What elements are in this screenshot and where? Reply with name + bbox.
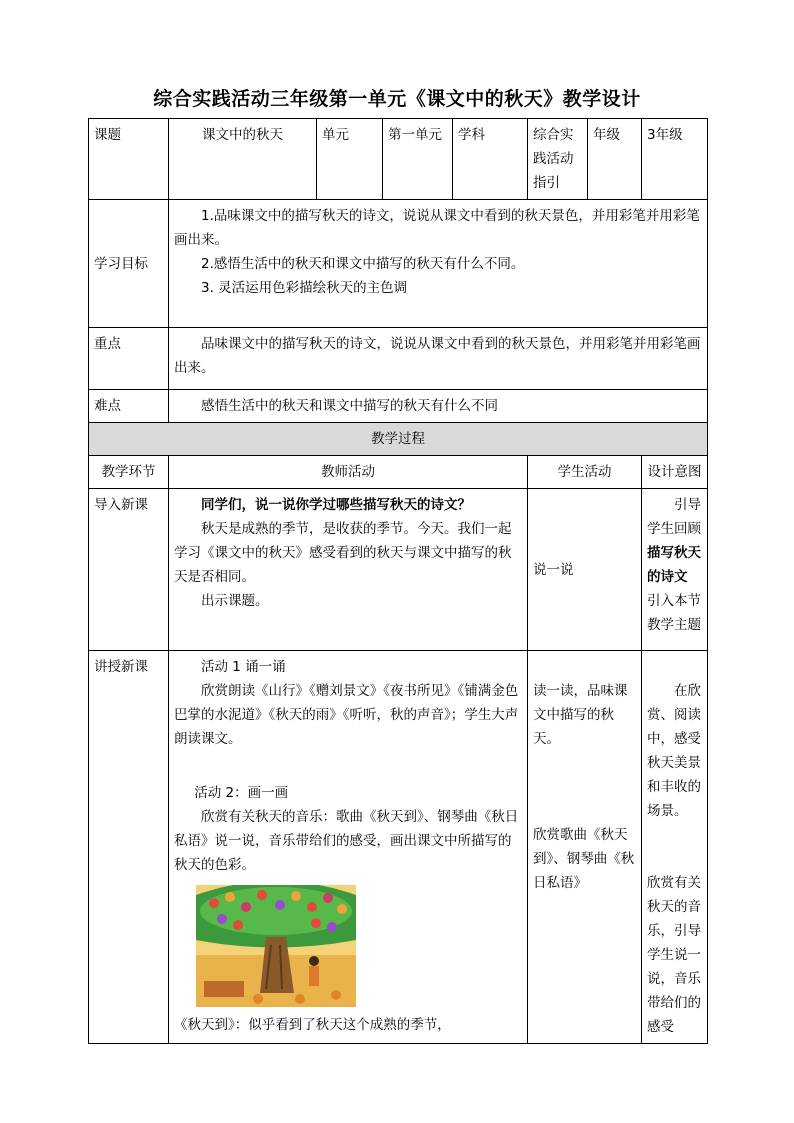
objective-item: 1.品味课文中的描写秋天的诗文，说说从课文中看到的秋天景色，并用彩笔并用彩笔画出来。	[174, 208, 700, 248]
intro-show-title: 出示课题。	[201, 593, 269, 609]
grade-value: 3年级	[642, 119, 708, 200]
info-row	[89, 119, 708, 200]
intent-2: 欣赏有关秋天的音乐，引导学生说一说，音乐带给们的感受	[647, 875, 701, 1035]
unit-value: 第一单元	[383, 119, 453, 200]
key-point-text: 品味课文中的描写秋天的诗文，说说从课文中看到的秋天景色，并用彩笔并用彩笔画出来。	[174, 336, 701, 376]
new-stage: 讲授新课	[89, 651, 169, 1044]
topic-label: 课题	[89, 119, 169, 200]
intent-1: 在欣赏、阅读中，感受秋天美景和丰收的场景。	[647, 683, 701, 819]
column-intent: 设计意图	[642, 456, 708, 489]
intro-intent: 引导学生回顾 描写秋天的诗文 引入本节教学主题	[642, 489, 708, 651]
column-teacher: 教师活动	[169, 456, 528, 489]
intro-student: 说一说	[528, 489, 642, 651]
column-student: 学生活动	[528, 456, 642, 489]
new-student	[528, 651, 642, 1044]
subject-label: 学科	[453, 119, 528, 200]
activity-2-title: 活动 2：画一画	[194, 785, 289, 801]
intro-stage: 导入新课	[89, 489, 169, 651]
student-activity-1: 读一读，品味课文中描写的秋天。	[533, 683, 628, 747]
process-columns-row	[89, 456, 708, 489]
lesson-plan-table	[88, 118, 708, 1044]
process-header-row	[89, 423, 708, 456]
objective-item: 3. 灵活运用色彩描绘秋天的主色调	[201, 280, 408, 296]
objectives-content	[169, 200, 708, 328]
grade-label: 年级	[588, 119, 642, 200]
process-header: 教学过程	[89, 423, 708, 456]
activity-1-title: 活动 1 诵一诵	[201, 659, 286, 675]
key-point-row	[89, 328, 708, 390]
intro-question: 同学们，说一说你学过哪些描写秋天的诗文？	[201, 497, 471, 513]
subject-value: 综合实践活动指引	[528, 119, 588, 200]
new-teacher	[169, 651, 528, 1044]
objectives-label: 学习目标	[89, 200, 169, 328]
intro-teacher	[169, 489, 528, 651]
unit-label: 单元	[317, 119, 383, 200]
objective-item: 2.感悟生活中的秋天和课文中描写的秋天有什么不同。	[201, 256, 525, 272]
objectives-row	[89, 200, 708, 328]
new-lesson-row	[89, 651, 708, 1044]
activity-2-text: 欣赏有关秋天的音乐：歌曲《秋天到》、钢琴曲《秋日私语》说一说，音乐带给们的感受，画出课文中所描写的秋天的色彩。	[174, 809, 519, 873]
activity-1-text: 欣赏朗读《山行》《赠刘景文》《夜书所见》《铺满金色巴掌的水泥道》《秋天的雨》《听听，秋的声音》；学生大声朗读课文。	[174, 683, 519, 747]
difficulty-label: 难点	[89, 390, 169, 423]
intro-paragraph: 秋天是成熟的季节，是收获的季节。今天。我们一起学习《课文中的秋天》感受看到的秋天与课文中描写的秋天是否相同。	[174, 521, 512, 585]
difficulty-row	[89, 390, 708, 423]
topic-value: 课文中的秋天	[169, 119, 317, 200]
column-stage: 教学环节	[89, 456, 169, 489]
student-activity-2: 欣赏歌曲《秋天到》、钢琴曲《秋日私语》	[533, 827, 635, 891]
document-title: 综合实践活动三年级第一单元《课文中的秋天》教学设计	[153, 88, 641, 110]
new-intent	[642, 651, 708, 1044]
autumn-tree-drawing	[196, 885, 356, 1007]
drawing-caption: 《秋天到》：似乎看到了秋天这个成熟的季节，	[174, 1017, 451, 1033]
intro-row	[89, 489, 708, 651]
key-point-label: 重点	[89, 328, 169, 390]
difficulty-text: 感悟生活中的秋天和课文中描写的秋天有什么不同	[201, 398, 498, 414]
